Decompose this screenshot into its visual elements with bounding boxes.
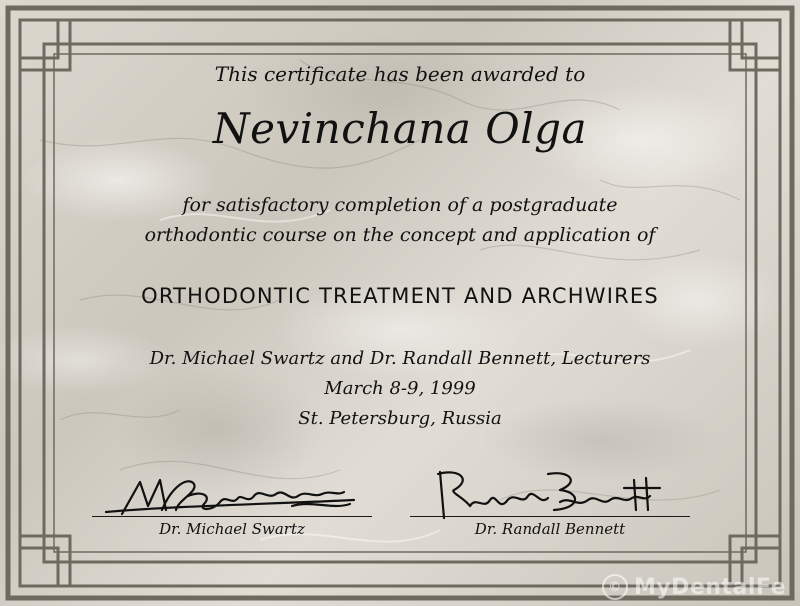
signature-line-bennett (410, 516, 690, 517)
completion-line-2: orthodontic course on the concept and application of (144, 224, 656, 246)
signature-swartz (92, 466, 372, 526)
copyright-icon: © (602, 574, 628, 600)
signatory-name-swartz: Dr. Michael Swartz (159, 520, 305, 538)
signatory-name-bennett: Dr. Randall Bennett (474, 520, 626, 538)
lecturers-line: Dr. Michael Swartz and Dr. Randall Bennett, Lecturers (149, 348, 651, 369)
signature-line-swartz (92, 516, 372, 517)
recipient-name: Nevinchana Olga (212, 104, 588, 153)
awarded-text: This certificate has been awarded to (214, 62, 586, 86)
signature-bennett (410, 466, 690, 526)
course-title: ORTHODONTIC TREATMENT AND ARCHWIRES (141, 284, 659, 308)
course-location: St. Petersburg, Russia (298, 408, 502, 429)
completion-line-1: for satisfactory completion of a postgraduate (182, 194, 618, 216)
watermark (602, 574, 786, 600)
watermark-text: MyDentalFe (633, 574, 786, 600)
signature-block-bennett (410, 466, 690, 546)
course-date: March 8-9, 1999 (324, 378, 476, 399)
signature-block-swartz (92, 466, 372, 546)
